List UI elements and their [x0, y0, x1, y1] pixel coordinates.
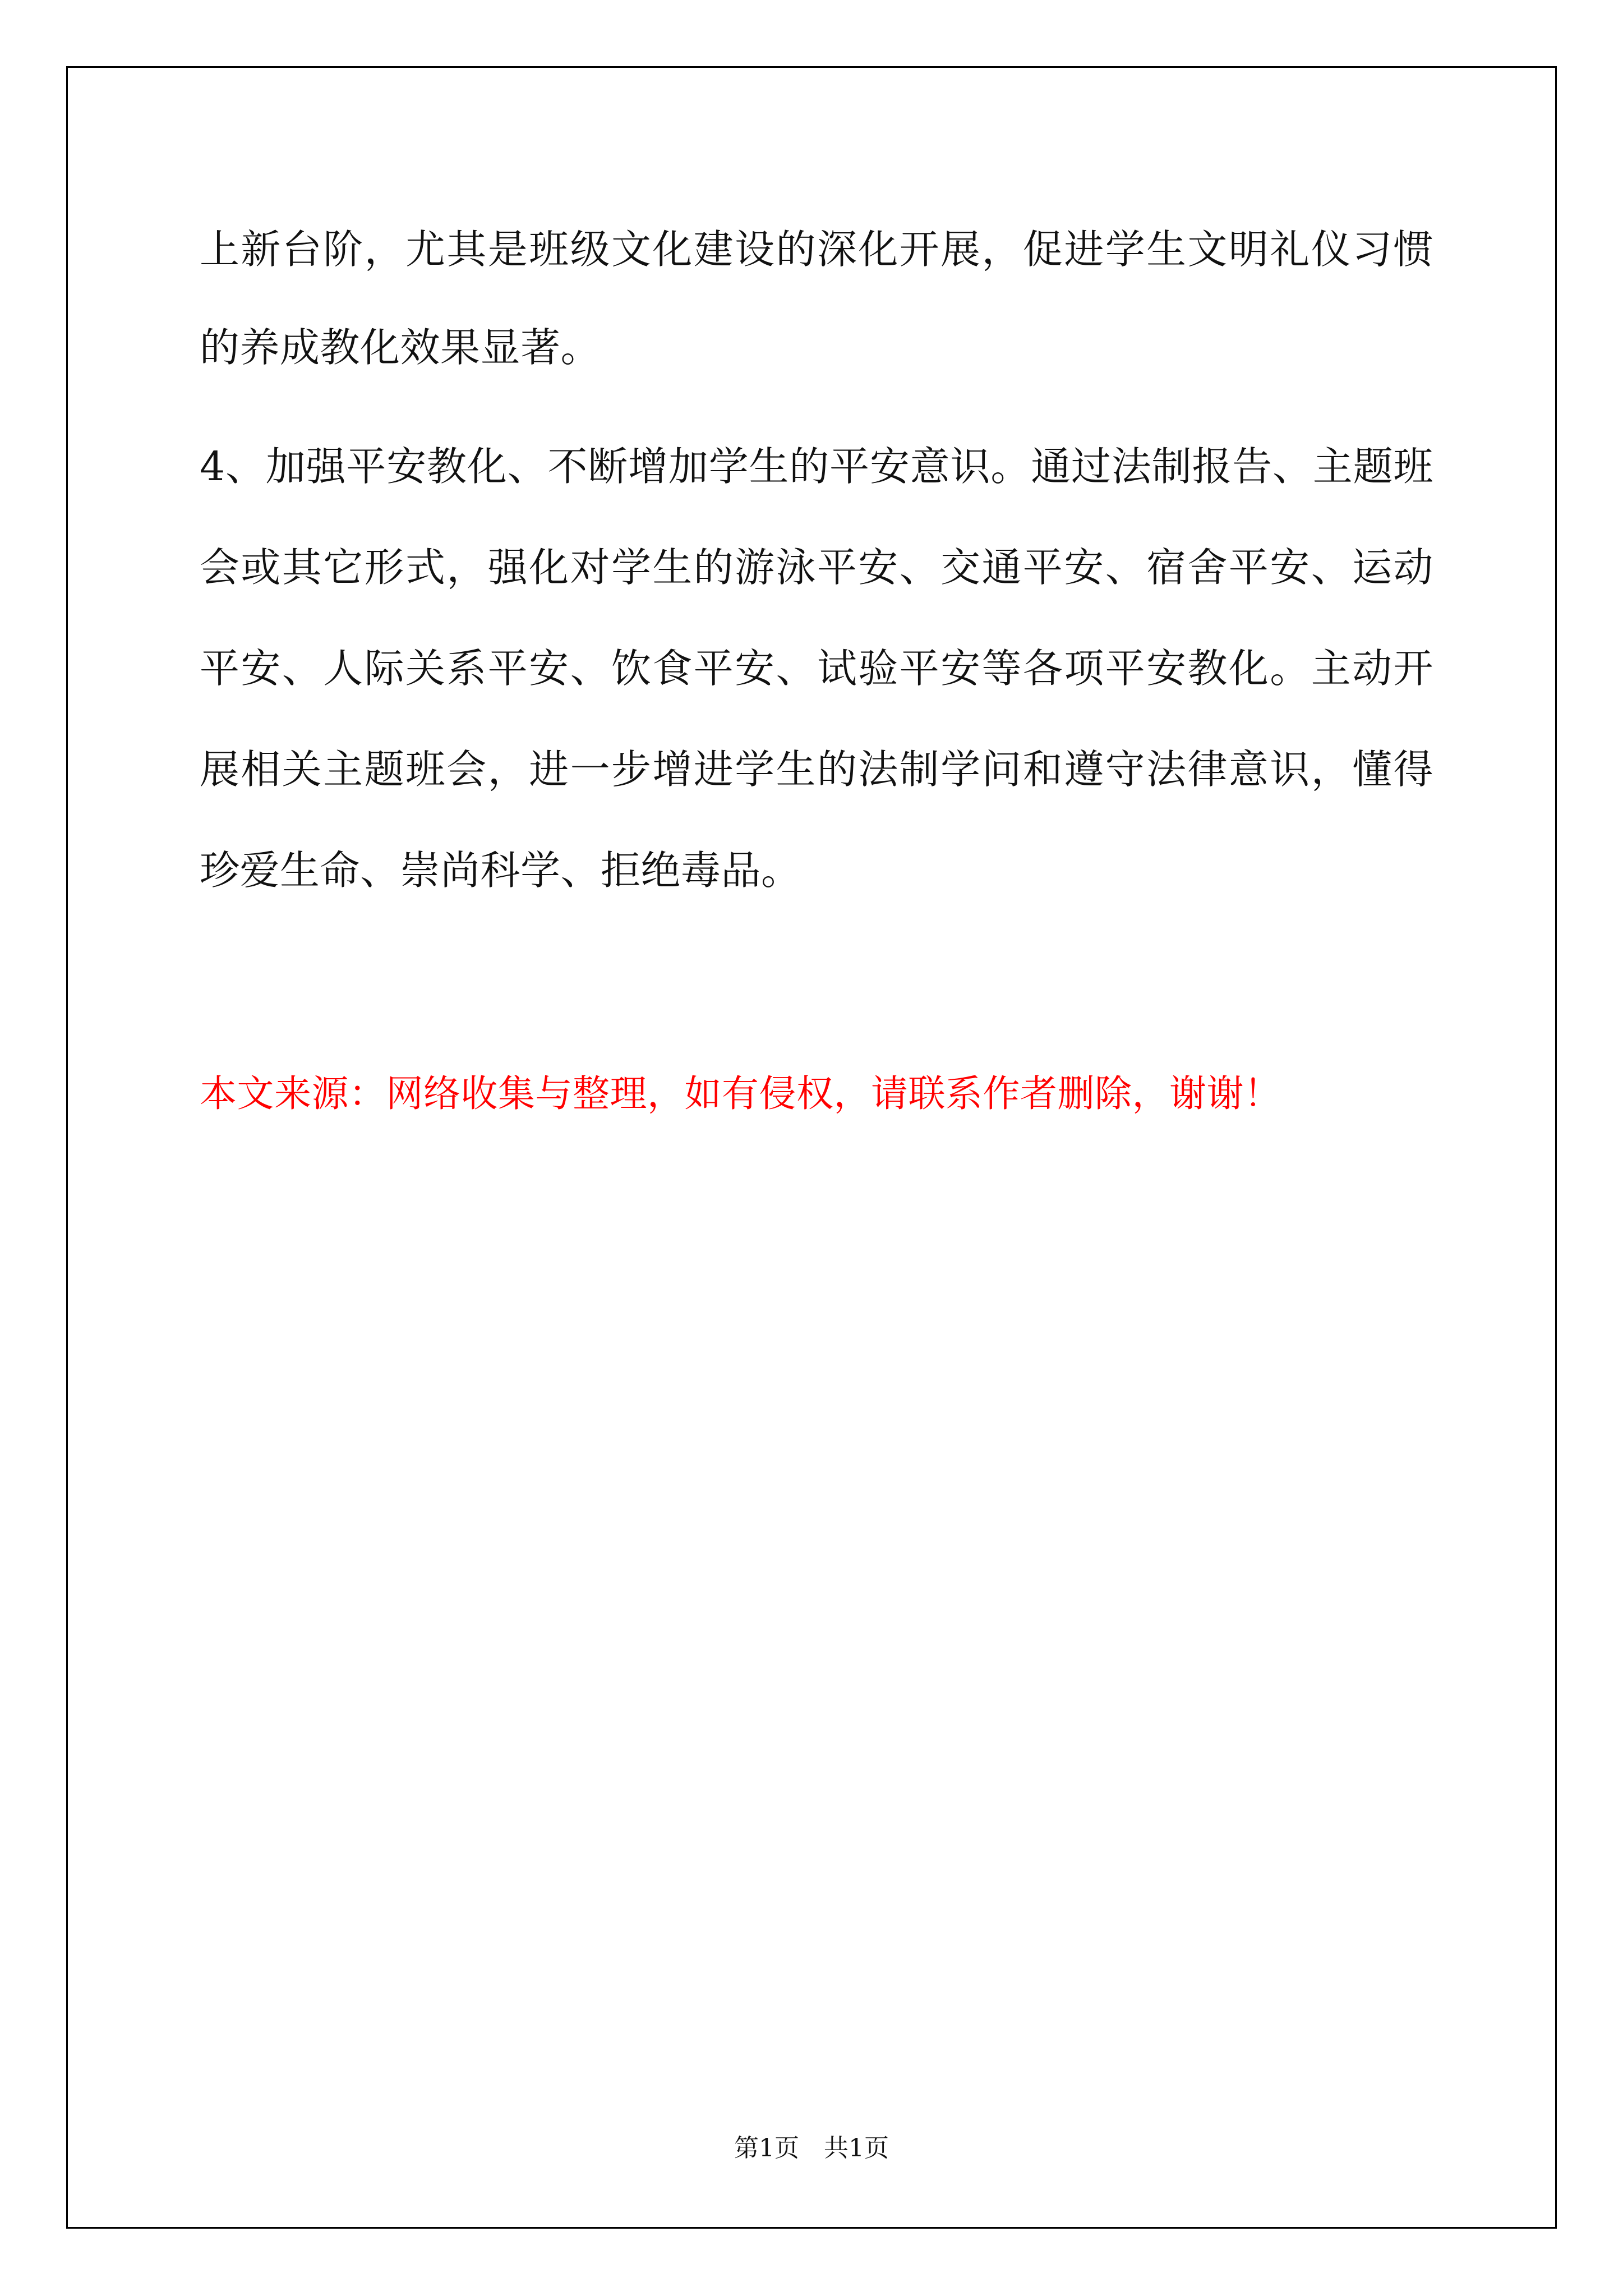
- source-note: 本文来源：网络收集与整理，如有侵权，请联系作者删除，谢谢！: [200, 1072, 1281, 1115]
- paragraph-2-line-2: 会或其它形式，强化对学生的游泳平安、交通平安、宿舍平安、运动: [200, 544, 1433, 591]
- page-number-footer: 第1页 共1页: [734, 2134, 889, 2162]
- paragraph-1-line-2: 的养成教化效果显著。: [200, 324, 601, 371]
- paragraph-2-line-1: 4、加强平安教化、不断增加学生的平安意识。通过法制报告、主题班: [200, 443, 1433, 490]
- paragraph-1-line-1: 上新台阶，尤其是班级文化建设的深化开展，促进学生文明礼仪习惯: [200, 226, 1433, 273]
- page-border: [66, 66, 1557, 2229]
- paragraph-2-line-3: 平安、人际关系平安、饮食平安、试验平安等各项平安教化。主动开: [200, 645, 1433, 692]
- paragraph-2-line-5: 珍爱生命、崇尚科学、拒绝毒品。: [200, 847, 801, 894]
- paragraph-2-line-4: 展相关主题班会，进一步增进学生的法制学问和遵守法律意识，懂得: [200, 746, 1433, 793]
